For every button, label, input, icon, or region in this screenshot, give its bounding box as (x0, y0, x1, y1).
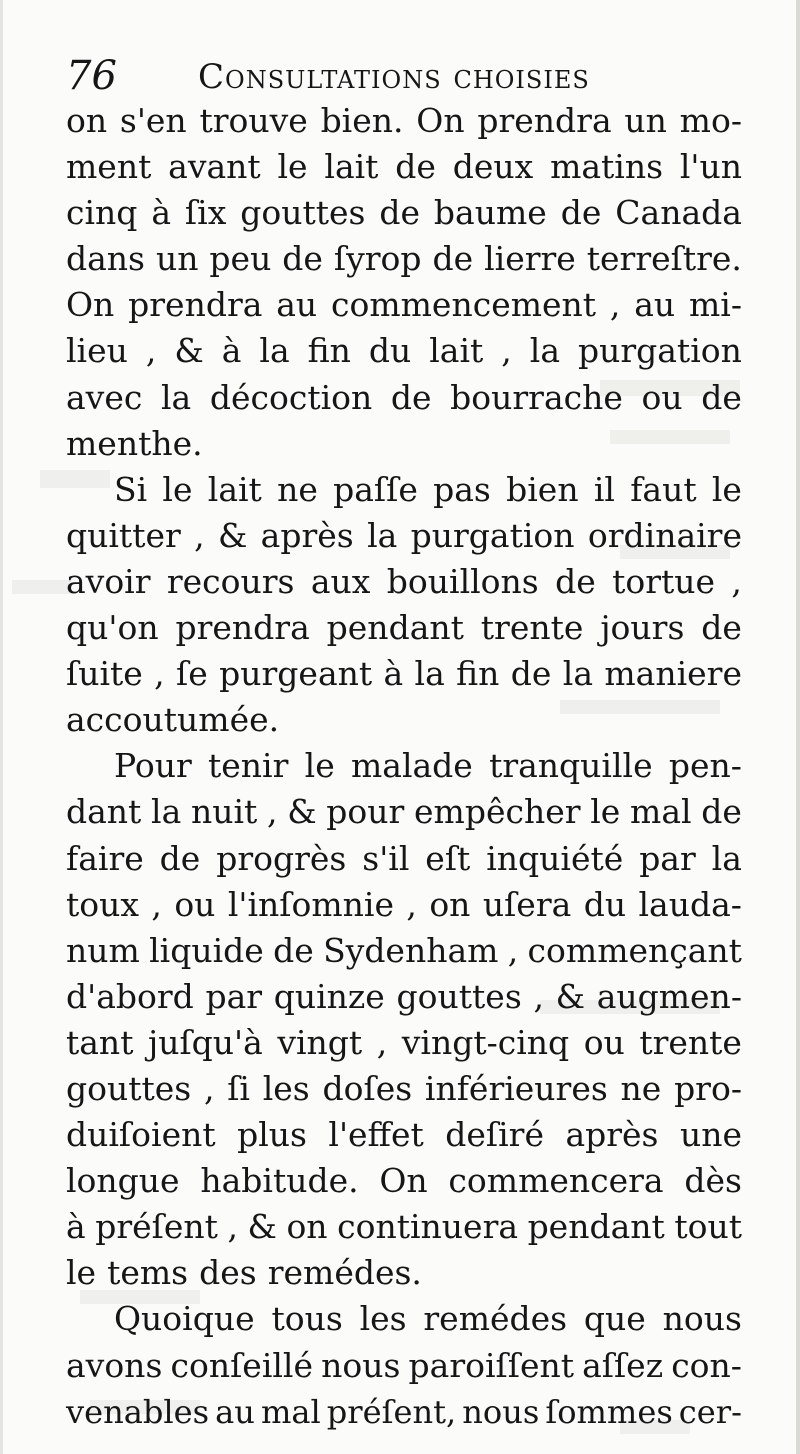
word: malade (350, 746, 473, 786)
word: ou (174, 884, 216, 924)
word: bourrache (450, 377, 623, 417)
word: tems (107, 1253, 189, 1293)
text-line (66, 1112, 742, 1158)
word: jours (600, 608, 685, 648)
word: plus (237, 1115, 307, 1155)
word: le (304, 746, 335, 786)
word: , (376, 1022, 388, 1062)
word: la (711, 838, 742, 878)
word: remédes. (267, 1253, 422, 1293)
word: après (260, 515, 354, 555)
word: mi- (689, 285, 742, 325)
word: par (205, 976, 263, 1016)
text-line (66, 559, 742, 605)
word: , (145, 331, 157, 371)
word: terreſtre. (586, 239, 742, 279)
word: du (368, 331, 412, 371)
word: vingt (277, 1022, 363, 1062)
word: lauda- (638, 884, 742, 924)
word: purgation (577, 331, 742, 371)
word: avec (66, 377, 143, 417)
word: menthe. (66, 423, 203, 463)
word: & (217, 515, 248, 555)
running-head: Consultations choisies (198, 57, 590, 97)
word: fin (307, 331, 351, 371)
word: la (160, 377, 192, 417)
word: inquiété (486, 838, 624, 878)
word: , (154, 654, 165, 694)
word: un (155, 239, 199, 279)
text-line (66, 98, 742, 144)
word: continuera (337, 1207, 519, 1247)
word: des (199, 1253, 257, 1293)
text-line (66, 282, 742, 328)
page-number: 76 (66, 53, 117, 99)
word: de (395, 147, 436, 187)
word: de (510, 654, 552, 694)
word: s'en (119, 101, 187, 140)
word: tortue (612, 561, 716, 601)
word: le (66, 1253, 97, 1293)
word: ſi (227, 1068, 250, 1108)
word: de (273, 930, 314, 970)
word: gouttes (66, 1068, 192, 1108)
word: mal (630, 792, 692, 832)
word: préſent, (326, 1392, 457, 1431)
word: ne (620, 1068, 662, 1108)
word: purgeant (219, 654, 373, 694)
text-line (66, 375, 742, 421)
word: l'un (679, 147, 742, 187)
word: maniere (604, 654, 742, 694)
word: commencera (448, 1161, 664, 1201)
word: augmen- (596, 976, 742, 1016)
word: lierre (484, 239, 576, 279)
word: à (151, 193, 172, 233)
text-line (66, 974, 742, 1020)
word: , (267, 792, 278, 832)
word: & (555, 976, 585, 1016)
word: , (406, 884, 417, 924)
word: prendra (175, 608, 310, 648)
word: , (507, 930, 519, 970)
word: purgation (410, 515, 575, 555)
text-line (66, 789, 742, 835)
word: ou (583, 1022, 625, 1062)
word: recours (166, 561, 295, 601)
word: que (583, 1299, 646, 1339)
word: & (174, 331, 204, 371)
word: nous (662, 1299, 742, 1339)
word: deſiré (445, 1115, 544, 1155)
word: , (731, 561, 742, 601)
word: , (203, 1068, 215, 1108)
word: trouve (199, 101, 308, 140)
word: de (701, 377, 742, 417)
word: une (679, 1115, 742, 1155)
word: juſqu'à (147, 1022, 263, 1062)
word: dès (684, 1161, 742, 1201)
word: au (634, 285, 676, 325)
word: cer- (678, 1392, 742, 1431)
word: matins (550, 147, 664, 187)
word: au (276, 285, 318, 325)
word: le (590, 792, 621, 832)
word: & (287, 792, 317, 832)
word: ordinaire (587, 515, 742, 555)
word: duiſoient (66, 1115, 216, 1155)
word: tous (271, 1299, 343, 1339)
word: faire (66, 838, 144, 878)
word: la (529, 331, 560, 371)
word: , (151, 884, 162, 924)
word: ſommes (545, 1392, 673, 1431)
word: trente (639, 1022, 742, 1062)
word: fin (456, 654, 500, 694)
text-line (66, 697, 742, 743)
text-line (66, 144, 742, 190)
text-line (66, 1020, 742, 1066)
word: lieu (66, 331, 128, 371)
word: pendant (527, 1207, 665, 1247)
word: faut (630, 469, 697, 509)
word: quitter (66, 515, 181, 555)
word: de (432, 239, 474, 279)
word: lait (429, 331, 484, 371)
word: progrès (216, 838, 347, 878)
word: de (379, 193, 421, 233)
word: de (555, 561, 596, 601)
word: du (583, 884, 627, 924)
word: pen- (668, 746, 742, 786)
word: on (429, 884, 471, 924)
word: , (501, 331, 512, 371)
text-line (66, 513, 742, 559)
word: avons (66, 1345, 163, 1385)
word: liquide (149, 930, 264, 970)
word: au (215, 1392, 255, 1431)
word: tenir (208, 746, 289, 786)
text-line (66, 928, 742, 974)
text-line (66, 836, 742, 882)
word: nuit (190, 792, 258, 832)
text-line (66, 1158, 742, 1204)
word: gouttes (240, 193, 366, 233)
word: tout (674, 1207, 742, 1247)
word: le (711, 469, 742, 509)
word: ſe (176, 654, 208, 694)
word: Sydenham (323, 930, 499, 970)
text-line (66, 1389, 742, 1435)
word: avoir (66, 561, 151, 601)
word: gouttes (396, 976, 522, 1016)
word: de (701, 608, 742, 648)
word: accoutumée. (66, 700, 280, 740)
word: eſt (425, 838, 471, 878)
word: doſes (322, 1068, 413, 1108)
word: avant (168, 147, 261, 187)
word: cinq (66, 193, 138, 233)
word: paroiſſent (408, 1345, 574, 1385)
word: dans (66, 239, 145, 279)
word: il (593, 469, 615, 509)
word: pro- (674, 1068, 742, 1108)
word: de (159, 838, 201, 878)
text-line (66, 1250, 742, 1296)
word: ſuite (66, 654, 143, 694)
word: la (151, 792, 182, 832)
word: ment (66, 147, 152, 187)
text-line (66, 467, 742, 513)
word: ou (641, 377, 683, 417)
word: Si (114, 469, 148, 509)
word: pour (326, 792, 405, 832)
word: par (639, 838, 696, 878)
word: remédes (423, 1299, 568, 1339)
word: la (562, 654, 594, 694)
word: ſix (184, 193, 227, 233)
word: de (390, 377, 432, 417)
word: quinze (273, 976, 385, 1016)
word: conſeillé (170, 1345, 314, 1385)
text-line (66, 605, 742, 651)
word: , (194, 515, 205, 555)
word: mal (260, 1392, 321, 1431)
word: trente (480, 608, 584, 648)
word: bien. (320, 101, 404, 140)
word: paſſe (333, 469, 418, 509)
word: Quoique (114, 1299, 255, 1339)
word: d'abord (66, 976, 194, 1016)
word: mo- (679, 101, 742, 140)
word: tant (66, 1022, 134, 1062)
word: deux (452, 147, 534, 187)
word: toux (66, 884, 139, 924)
word: à (221, 331, 242, 371)
word: , (227, 1207, 238, 1247)
word: vingt-cinq (401, 1022, 570, 1062)
word: longue (66, 1161, 180, 1201)
word: pendant (326, 608, 464, 648)
word: uſera (482, 884, 572, 924)
word: un (624, 101, 667, 140)
word: ſyrop (333, 239, 422, 279)
word: de (701, 792, 742, 832)
word: & (247, 1207, 277, 1247)
word: l'effet (328, 1115, 424, 1155)
word: la (259, 331, 290, 371)
word: peu (209, 239, 272, 279)
word: préſent (95, 1207, 218, 1247)
word: dant (66, 792, 142, 832)
word: les (359, 1299, 407, 1339)
word: baume (433, 193, 547, 233)
word: con- (671, 1345, 742, 1385)
text-line (66, 1343, 742, 1389)
text-line (66, 882, 742, 928)
word: On (416, 101, 465, 140)
word: de (282, 239, 323, 279)
page-header (66, 46, 746, 102)
text-line (66, 1066, 742, 1112)
word: ne (277, 469, 318, 509)
word: venables (66, 1392, 210, 1431)
word: prendra (477, 101, 612, 140)
word: le (162, 469, 193, 509)
word: l'inſomnie (227, 884, 394, 924)
word: la (414, 654, 445, 694)
word: les (262, 1068, 310, 1108)
text-line (66, 236, 742, 282)
text-line (66, 190, 742, 236)
word: de (560, 193, 602, 233)
word: le (277, 147, 308, 187)
word: on (66, 101, 108, 140)
word: tranquille (489, 746, 653, 786)
word: à (383, 654, 404, 694)
word: on (286, 1207, 328, 1247)
word: s'il (362, 838, 410, 878)
word: qu'on (66, 608, 159, 648)
text-line (66, 743, 742, 789)
word: empêcher (414, 792, 581, 832)
word: aux (310, 561, 371, 601)
text-line (66, 1296, 742, 1342)
word: inférieures (424, 1068, 608, 1108)
word: pas (433, 469, 491, 509)
word: nous (321, 1345, 401, 1385)
word: habitude. (200, 1161, 359, 1201)
word: On (379, 1161, 428, 1201)
word: commençant (527, 930, 742, 970)
word: Pour (114, 746, 192, 786)
word: num (66, 930, 140, 970)
body-text (66, 98, 742, 1435)
word: bien (506, 469, 579, 509)
word: Canada (615, 193, 742, 233)
text-line (66, 421, 742, 467)
word: nous (462, 1392, 540, 1431)
text-line (66, 1204, 742, 1250)
word: On (66, 285, 115, 325)
word: prendra (128, 285, 263, 325)
word: décoction (209, 377, 373, 417)
word: la (367, 515, 398, 555)
word: à (66, 1207, 86, 1247)
word: après (565, 1115, 659, 1155)
word: commencement (331, 285, 597, 325)
word: aſſez (582, 1345, 664, 1385)
word: lait (324, 147, 379, 187)
text-line (66, 651, 742, 697)
word: bouillons (386, 561, 539, 601)
word: , (533, 976, 544, 1016)
text-line (66, 328, 742, 374)
word: lait (207, 469, 262, 509)
word: , (609, 285, 621, 325)
